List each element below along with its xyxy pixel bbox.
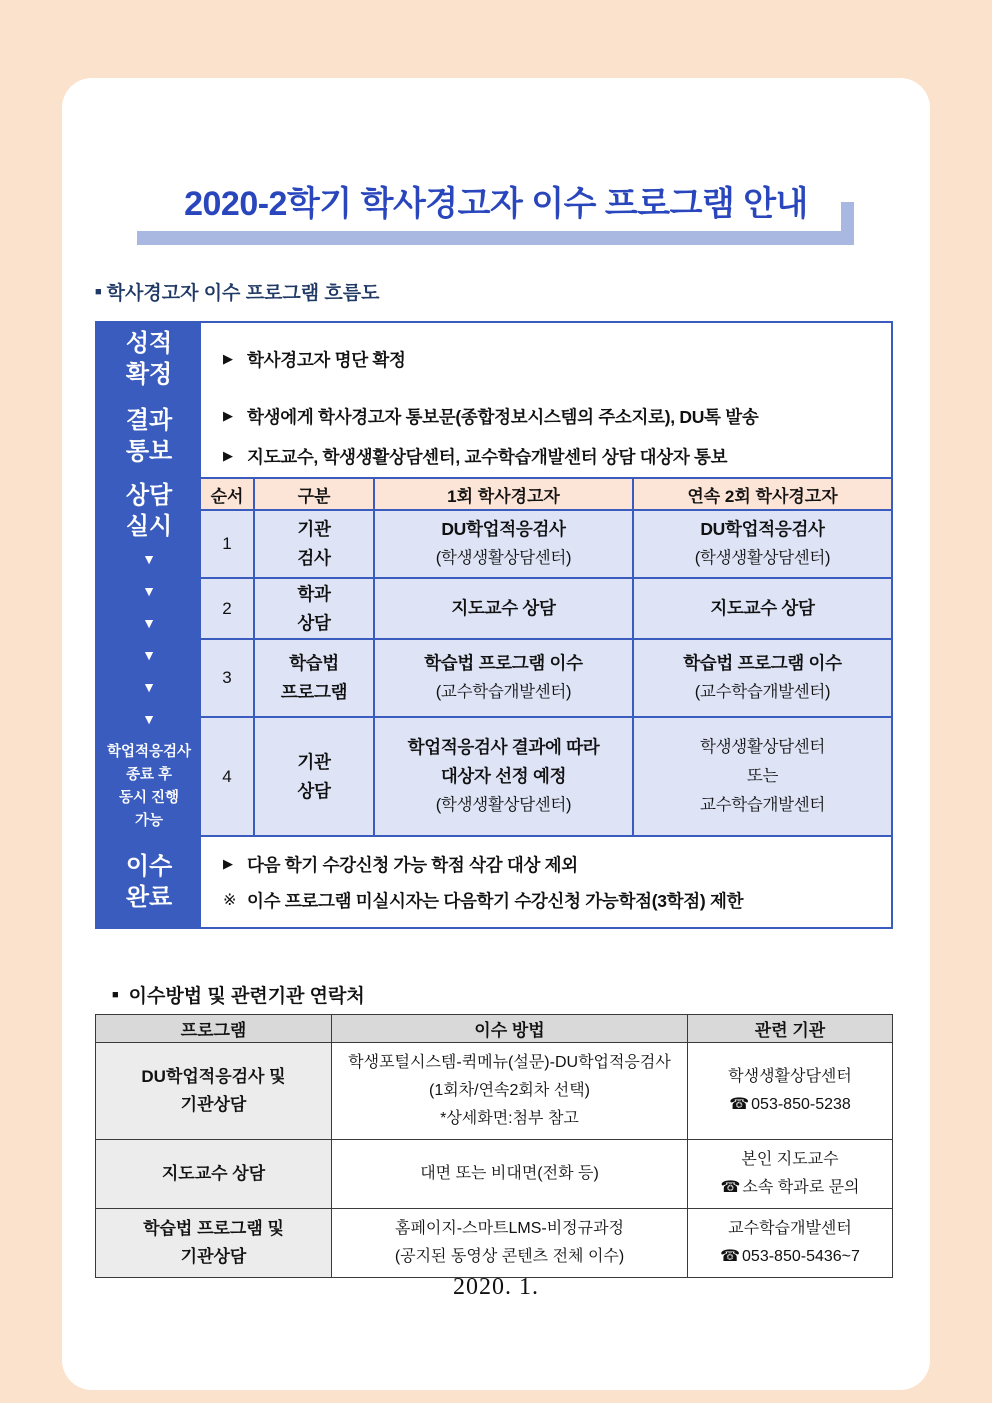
down-arrow-icon: ▼ [142, 583, 156, 599]
step-number: 2 [201, 579, 253, 638]
contact-header-row [96, 1015, 893, 1043]
first-warning-cell: 학습법 프로그램 이수 (교수학습개발센터) [375, 640, 632, 716]
org-cell: 본인 지도교수 ☎ 소속 학과로 문의 [688, 1140, 893, 1209]
title-block [151, 176, 841, 225]
square-bullet-icon: ■ [95, 285, 102, 298]
flow-stage-counseling: 상담 실시 ▼ ▼ ▼ ▼ ▼ ▼ 학업적응검사 종료 후 동시 진행 가능 [97, 477, 201, 837]
phone-number: 053-850-5238 [751, 1096, 851, 1113]
triangle-bullet-icon: ▶ [223, 448, 233, 463]
page-title: 2020-2학기 학사경고자 이수 프로그램 안내 [184, 185, 808, 223]
title-underline-bar [137, 231, 854, 245]
flow-stage1-content [201, 323, 891, 395]
triangle-bullet-icon: ▶ [223, 351, 233, 366]
contact-table [95, 1014, 893, 1278]
contact-row-du-test [96, 1043, 893, 1140]
triangle-bullet-icon: ▶ [223, 856, 233, 871]
title-side-bar [841, 202, 854, 245]
flow-stage-result-notice: 결과 통보 [97, 395, 201, 477]
first-warning-cell: 학업적응검사 결과에 따라 대상자 선정 예정 (학생생활상담센터) [375, 718, 632, 835]
flow-stage-completion: 이수 완료 [97, 837, 201, 927]
org-cell: 교수학습개발센터 ☎ 053-850-5436~7 [688, 1209, 893, 1278]
phone-icon: ☎ [720, 1248, 741, 1265]
arrow-stack [142, 552, 156, 726]
flow-section-heading [95, 278, 379, 305]
reference-mark-icon: ※ [223, 892, 237, 909]
phone-number: 소속 학과로 문의 [742, 1179, 860, 1196]
program-cell: 학습법 프로그램 및 기관상담 [96, 1209, 332, 1278]
method-cell: 대면 또는 비대면(전화 등) [332, 1140, 688, 1209]
second-warning-cell: 학생생활상담센터 또는 교수학습개발센터 [634, 718, 891, 835]
footer-date: 2020. 1. [453, 1274, 539, 1300]
flow-stage4-content [201, 837, 891, 927]
counseling-steps-table [201, 477, 891, 837]
contact-heading-text: 이수방법 및 관련기관 연락처 [128, 986, 365, 1007]
down-arrow-icon: ▼ [142, 615, 156, 631]
down-arrow-icon: ▼ [142, 647, 156, 663]
flow-stage2-content [201, 395, 891, 477]
flow-table [95, 321, 893, 929]
step-number: 4 [201, 718, 253, 835]
column-header-second-warning: 연속 2회 학사경고자 [634, 479, 891, 509]
phone-icon: ☎ [720, 1179, 741, 1196]
bullet-line: ▶ 지도교수, 학생생활상담센터, 교수학습개발센터 상담 대상자 통보 [223, 446, 728, 467]
method-cell: 홈페이지-스마트LMS-비정규과정 (공지된 동영상 콘텐츠 전체 이수) [332, 1209, 688, 1278]
contact-header-program: 프로그램 [96, 1015, 332, 1043]
down-arrow-icon: ▼ [142, 551, 156, 567]
down-arrow-icon: ▼ [142, 711, 156, 727]
contact-header-method: 이수 방법 [332, 1015, 688, 1043]
method-cell: 학생포털시스템-퀵메뉴(설문)-DU학업적응검사 (1회차/연속2회차 선택) *상세화면:첨부 참고 [332, 1043, 688, 1140]
step-category: 학과 상담 [255, 579, 373, 638]
first-warning-cell: 지도교수 상담 [375, 579, 632, 638]
down-arrow-icon: ▼ [142, 679, 156, 695]
column-header-first-warning: 1회 학사경고자 [375, 479, 632, 509]
triangle-bullet-icon: ▶ [223, 408, 233, 423]
square-bullet-icon: ■ [112, 988, 119, 1001]
contact-section-heading [112, 981, 365, 1008]
program-cell: 지도교수 상담 [96, 1140, 332, 1209]
contact-row-advisor [96, 1140, 893, 1209]
step-category: 학습법 프로그램 [255, 640, 373, 716]
first-warning-cell: DU학업적응검사 (학생생활상담센터) [375, 511, 632, 577]
second-warning-cell: 학습법 프로그램 이수 (교수학습개발센터) [634, 640, 891, 716]
bullet-line: ▶ 학사경고자 명단 확정 [223, 349, 406, 370]
contact-header-org: 관련 기관 [688, 1015, 893, 1043]
stage-note: 학업적응검사 종료 후 동시 진행 가능 [106, 744, 192, 829]
column-header-order: 순서 [201, 479, 253, 509]
column-header-category: 구분 [255, 479, 373, 509]
step-number: 1 [201, 511, 253, 577]
second-warning-cell: DU학업적응검사 (학생생활상담센터) [634, 511, 891, 577]
document-card [62, 78, 930, 1390]
step-category: 기관 검사 [255, 511, 373, 577]
org-cell: 학생생활상담센터 ☎ 053-850-5238 [688, 1043, 893, 1140]
bullet-line: ▶ 학생에게 학사경고자 통보문(종합정보시스템의 주소지로), DU톡 발송 [223, 406, 759, 427]
phone-icon: ☎ [729, 1096, 750, 1113]
step-number: 3 [201, 640, 253, 716]
phone-number: 053-850-5436~7 [742, 1248, 860, 1265]
bullet-line: ※ 이수 프로그램 미실시자는 다음학기 수강신청 가능학점(3학점) 제한 [223, 890, 744, 911]
step-category: 기관 상담 [255, 718, 373, 835]
contact-row-learning-program [96, 1209, 893, 1278]
flow-stage-grade-confirm: 성적 확정 [97, 323, 201, 395]
flow-heading-text: 학사경고자 이수 프로그램 흐름도 [106, 283, 380, 304]
program-cell: DU학업적응검사 및 기관상담 [96, 1043, 332, 1140]
second-warning-cell: 지도교수 상담 [634, 579, 891, 638]
bullet-line: ▶ 다음 학기 수강신청 가능 학점 삭감 대상 제외 [223, 854, 578, 875]
